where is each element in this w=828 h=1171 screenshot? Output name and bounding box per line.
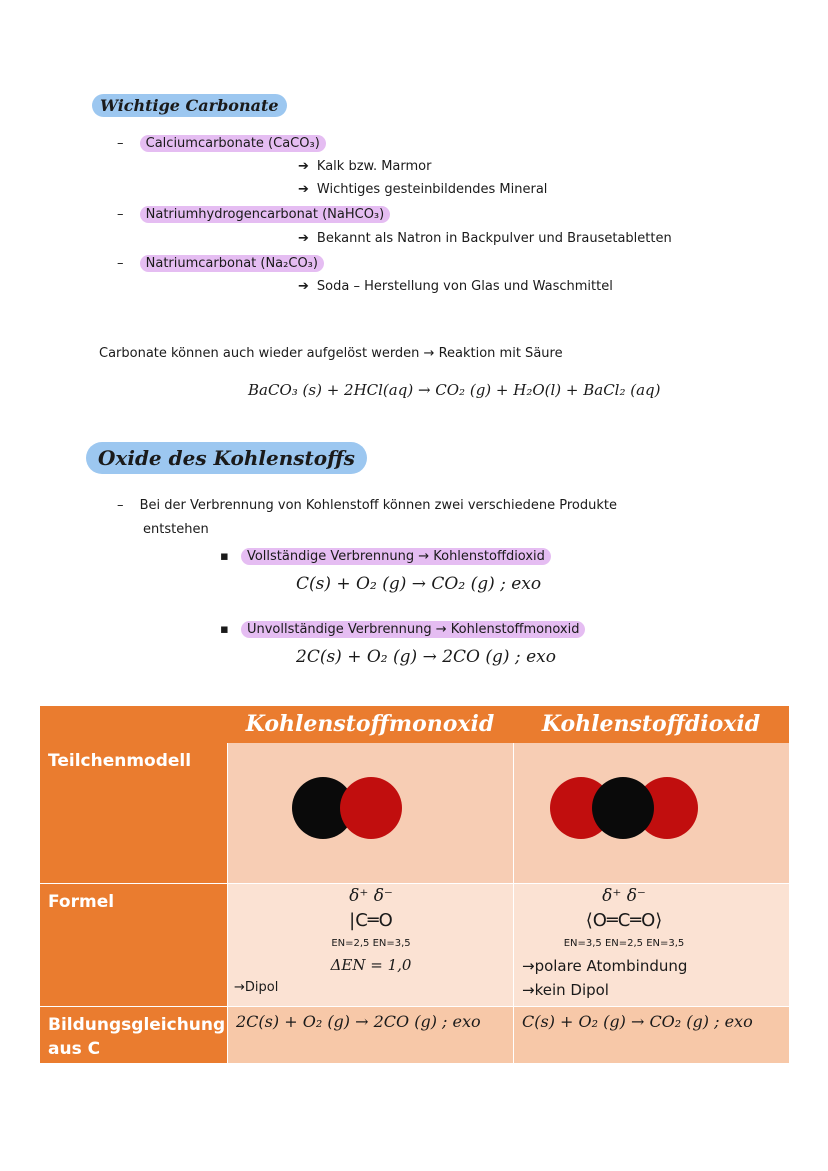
- dash: –: [117, 207, 124, 222]
- detail-text: Kalk bzw. Marmor: [316, 159, 432, 174]
- co2-en-values: EN=3,5 EN=2,5 EN=3,5: [563, 938, 685, 949]
- oxide-label: Unvollständige Verbrennung → Kohlenstoffmonoxid: [241, 621, 586, 638]
- oxide-item-1: [220, 549, 551, 564]
- carbonate-item-3: [117, 256, 324, 271]
- row-label-model: Teilchenmodell: [40, 743, 227, 883]
- col-header-co2: Kohlenstoffdioxid: [513, 706, 789, 743]
- table-corner: [40, 706, 227, 743]
- carbonate-label: Calciumcarbonate (CaCO₃): [140, 135, 326, 152]
- carbonate-label: Natriumcarbonat (Na₂CO₃): [140, 255, 324, 272]
- arrow-icon: ➔: [298, 279, 309, 294]
- dash: –: [117, 256, 124, 271]
- carbon-atom: [592, 777, 654, 839]
- dash: –: [117, 498, 124, 513]
- section-title-carbonates: [92, 96, 287, 115]
- oxide-label: Vollständige Verbrennung → Kohlenstoffdioxid: [241, 548, 551, 565]
- dash: –: [117, 136, 124, 151]
- carbonate-label: Natriumhydrogencarbonat (NaHCO₃): [140, 206, 391, 223]
- section-title-oxides: [86, 446, 367, 470]
- square-bullet-icon: ▪: [220, 549, 229, 564]
- square-bullet-icon: ▪: [220, 622, 229, 637]
- co-structure: |C═O: [349, 910, 393, 931]
- oxide-equation: 2C(s) + O₂ (g) → 2CO (g) ; exo: [296, 647, 556, 667]
- co2-note-dipol: →kein Dipol: [522, 981, 609, 999]
- co-charges: δ⁺ δ⁻: [349, 886, 393, 906]
- co2-model-cell: [513, 743, 789, 883]
- detail-text: Bekannt als Natron in Backpulver und Brausetabletten: [316, 231, 672, 246]
- co2-charges: δ⁺ δ⁻: [602, 886, 646, 906]
- arrow-icon: ➔: [298, 231, 309, 246]
- oxygen-atom: [340, 777, 402, 839]
- detail-line: [298, 182, 547, 197]
- detail-line: [298, 159, 431, 174]
- reaction-text: Carbonate können auch wieder aufgelöst werden → Reaktion mit Säure: [99, 346, 563, 361]
- co-model-cell: [227, 743, 513, 883]
- co-en-values: EN=2,5 EN=3,5: [331, 938, 411, 949]
- co-equation: 2C(s) + O₂ (g) → 2CO (g) ; exo: [236, 1012, 481, 1031]
- co-dipol-note: →Dipol: [234, 980, 279, 995]
- detail-line: [298, 231, 672, 246]
- row-label-formula: Formel: [40, 883, 227, 1006]
- section-title-text: Wichtige Carbonate: [92, 94, 287, 117]
- co-equation-cell: [227, 1006, 513, 1063]
- intro-line-1: [117, 498, 617, 513]
- col-header-co: Kohlenstoffmonoxid: [227, 706, 513, 743]
- reaction-equation: BaCO₃ (s) + 2HCl(aq) → CO₂ (g) + H₂O(l) + BaCl₂ (aq): [248, 381, 661, 399]
- oxide-equation: C(s) + O₂ (g) → CO₂ (g) ; exo: [296, 574, 542, 594]
- carbonate-item-2: [117, 207, 390, 222]
- detail-text: Wichtiges gesteinbildendes Mineral: [316, 182, 548, 197]
- co-formula-cell: [227, 883, 513, 1006]
- co2-equation: C(s) + O₂ (g) → CO₂ (g) ; exo: [522, 1012, 753, 1031]
- co2-note-polar: →polare Atombindung: [522, 957, 688, 975]
- intro-text: Bei der Verbrennung von Kohlenstoff können zwei verschiedene Produkte: [139, 498, 617, 513]
- row-label-equation: Bildungsgleichung aus C: [40, 1006, 227, 1063]
- intro-line-2: entstehen: [143, 522, 209, 537]
- section-title-text: Oxide des Kohlenstoffs: [86, 442, 367, 474]
- arrow-icon: ➔: [298, 182, 309, 197]
- co2-structure: ⟨O═C═O⟩: [585, 910, 663, 931]
- arrow-icon: ➔: [298, 159, 309, 174]
- detail-text: Soda – Herstellung von Glas und Waschmittel: [316, 279, 613, 294]
- co2-formula-cell: [513, 883, 789, 1006]
- co2-equation-cell: [513, 1006, 789, 1063]
- detail-line: [298, 279, 613, 294]
- oxide-item-2: [220, 622, 585, 637]
- carbonate-item-1: [117, 136, 326, 151]
- co-delta-en: ΔEN = 1,0: [330, 956, 412, 974]
